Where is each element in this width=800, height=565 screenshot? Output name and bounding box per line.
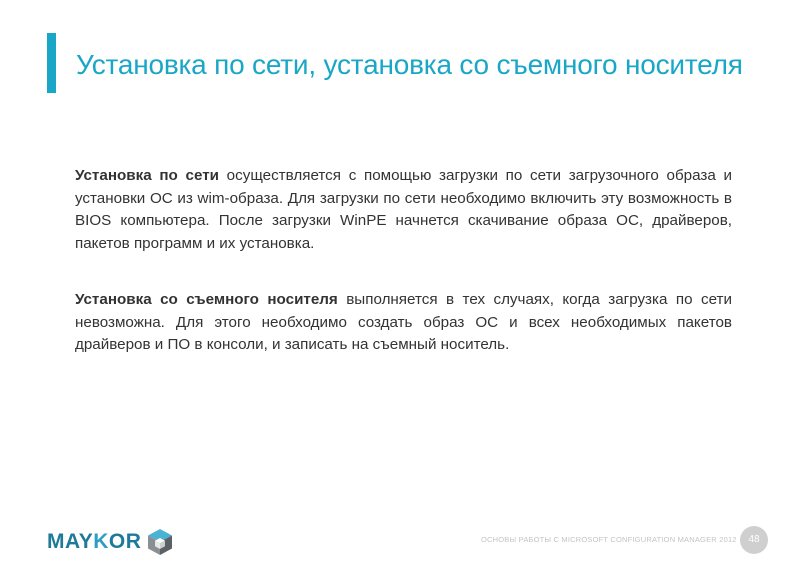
slide-title: Установка по сети, установка со съемного носителя: [76, 49, 743, 80]
paragraph-heading: Установка со съемного носителя: [75, 291, 338, 308]
page-number-badge: 48: [740, 526, 768, 554]
paragraph-text: выполняется в тех случаях, когда загрузка по сети невозможна. Для этого необходимо создать образ ОС и всех необходимых пакетов драйверов и ПО в консоли, и записать на съемный носитель.: [75, 291, 732, 353]
paragraph-heading: Установка по сети: [75, 167, 219, 184]
paragraph-network-install: [75, 165, 732, 255]
logo-text: MAYKOR: [47, 530, 142, 553]
paragraph-text: осуществляется с помощью загрузки по сети загрузочного образа и установки ОС из wim-образа. Для загрузки по сети необходимо включить эту возможность в BIOS компьютера. После загрузки WinPE начнется скачивание образа ОС, драйверов, пакетов программ и их установка.: [75, 167, 732, 252]
footer-caption: ОСНОВЫ РАБОТЫ С MICROSOFT CONFIGURATION MANAGER 2012: [481, 535, 737, 544]
maykor-logo: [47, 528, 173, 556]
paragraph-removable-install: [75, 289, 732, 357]
title-accent-bar: [47, 33, 56, 93]
slide-body: [75, 165, 732, 391]
cube-icon: [147, 528, 173, 556]
